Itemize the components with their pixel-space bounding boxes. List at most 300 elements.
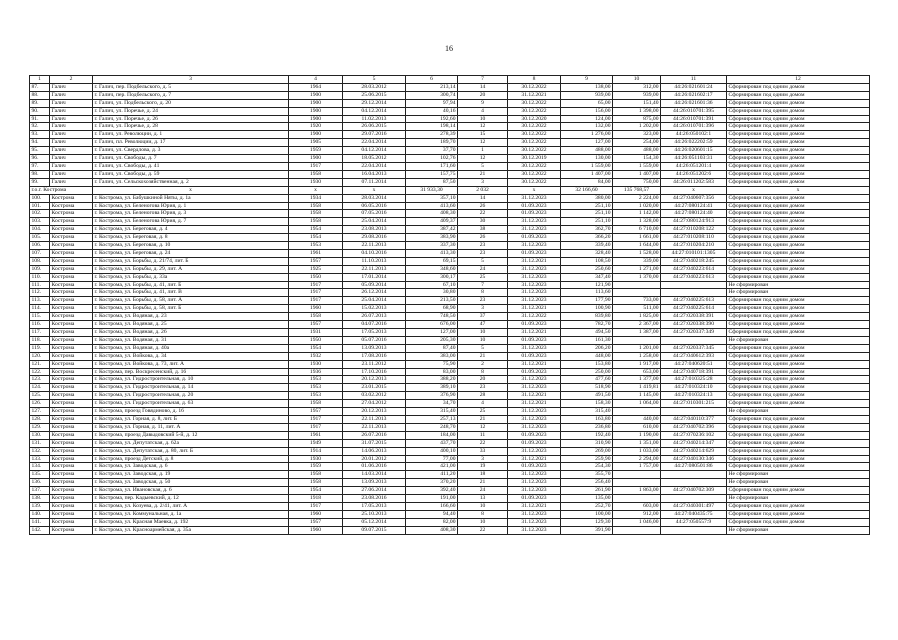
residents-count-cell: 22 — [458, 210, 508, 218]
plot-area-cell — [613, 289, 661, 297]
address-cell: г. Кострома, ул. Борьбы, д. 41, лит. В — [93, 289, 289, 297]
resettlement-deadline-cell: 31.12.2023 — [508, 273, 561, 281]
table-row — [30, 455, 870, 463]
survey-date-cell: 17.05.2013 — [343, 329, 406, 337]
cadastral-number-cell: 44:27:040225:613 — [661, 297, 727, 305]
municipality-cell: Кострома — [50, 360, 93, 368]
year-built-cell: 1925 — [289, 265, 343, 273]
year-built-cell: 1917 — [289, 162, 343, 170]
living-area-cell: 67,10 — [406, 281, 458, 289]
resettlement-deadline-cell: 31.12.2021 — [508, 455, 561, 463]
survey-date-cell: 13.09.2013 — [343, 344, 406, 352]
resettlement-deadline-cell: 31.12.2023 — [508, 479, 561, 487]
resettlement-deadline-cell: 31.12.2023 — [508, 218, 561, 226]
residents-count-cell: 4 — [458, 400, 508, 408]
address-cell: г. Кострома, пер. Кадыевский, д. 12 — [93, 495, 289, 503]
plot-area-cell: 1 559,00 — [613, 162, 661, 170]
municipality-cell: Кострома — [50, 352, 93, 360]
land-area-cell: 113,60 — [561, 289, 613, 297]
cadastral-number-cell: 44:27:020337:349 — [661, 329, 727, 337]
residents-count-cell: 13 — [458, 495, 508, 503]
table-row — [30, 91, 870, 99]
living-area-cell: 213,50 — [406, 297, 458, 305]
land-area-cell: 494,50 — [561, 329, 613, 337]
year-built-cell: 1953 — [289, 242, 343, 250]
address-cell: г. Кострома, ул. Войкова, д. 73, лит. А — [93, 360, 289, 368]
year-built-cell: 1960 — [289, 526, 343, 534]
municipality-cell: Кострома — [50, 439, 93, 447]
row-number-cell: 131. — [30, 439, 50, 447]
row-number-cell: 136. — [30, 479, 50, 487]
survey-date-cell: 20.12.2013 — [343, 376, 406, 384]
table-row — [30, 99, 870, 107]
land-status-cell: Сформирован под одним домом — [727, 139, 870, 147]
survey-date-cell: 27.04.2012 — [343, 400, 406, 408]
row-number-cell: 115. — [30, 313, 50, 321]
resettlement-deadline-cell: 31.12.2023 — [508, 194, 561, 202]
plot-area-cell: 1 351,00 — [613, 439, 661, 447]
survey-date-cell: 11.02.2013 — [343, 115, 406, 123]
living-area-cell: 376,90 — [406, 392, 458, 400]
cadastral-number-cell: 44:27:040225:614 — [661, 305, 727, 313]
survey-date-cell: 16.04.2013 — [343, 170, 406, 178]
living-area-cell: 87,50 — [406, 178, 458, 186]
municipality-cell: Галич — [50, 99, 93, 107]
resettlement-deadline-cell: 31.12.2021 — [508, 329, 561, 337]
land-status-cell: Сформирован под одним домом — [727, 487, 870, 495]
address-cell: г. Кострома, проезд Детский, д. 8 — [93, 455, 289, 463]
plot-area-cell — [613, 471, 661, 479]
survey-date-cell: 22.11.2013 — [343, 242, 406, 250]
row-number-cell: 98. — [30, 170, 50, 178]
plot-area-cell: 750,00 — [613, 178, 661, 186]
row-number-cell: 122. — [30, 368, 50, 376]
plot-area-cell: 1 419,81 — [613, 384, 661, 392]
table-row — [30, 218, 870, 226]
cadastral-number-cell: 44:27:040702:396 — [661, 423, 727, 431]
row-number-cell: 138. — [30, 495, 50, 503]
municipality-cell: Кострома — [50, 249, 93, 257]
land-status-cell: Сформирован под одним домом — [727, 313, 870, 321]
survey-date-cell: 26.06.2015 — [343, 123, 406, 131]
resettlement-deadline-cell: 31.12.2023 — [508, 447, 561, 455]
living-area-cell: 400,10 — [406, 447, 458, 455]
year-built-cell: 1900 — [289, 91, 343, 99]
address-cell: г. Кострома, ул. Гидростроительная, д. 20 — [93, 392, 289, 400]
residents-count-cell: 25 — [458, 273, 508, 281]
resettlement-deadline-cell: 31.12.2023 — [508, 226, 561, 234]
resettlement-deadline-cell: 31.12.2021 — [508, 257, 561, 265]
survey-date-cell: 29.08.2016 — [343, 234, 406, 242]
land-status-cell: Сформирован под одним домом — [727, 400, 870, 408]
resettlement-deadline-cell: 31.12.2023 — [508, 487, 561, 495]
year-built-cell: 1932 — [289, 352, 343, 360]
resettlement-deadline-cell: 01.09.2023 — [508, 249, 561, 257]
year-built-cell: 1918 — [289, 495, 343, 503]
year-built-cell: 1930 — [289, 455, 343, 463]
address-cell: г. Кострома, ул. Береговая, д. 10 — [93, 242, 289, 250]
cadastral-number-cell: 44:26:010701:391 — [661, 115, 727, 123]
living-area-cell: 392,40 — [406, 487, 458, 495]
subtotal-year-built: x — [289, 186, 343, 194]
survey-date-cell: 04.12.2014 — [343, 107, 406, 115]
residents-count-cell: 10 — [458, 518, 508, 526]
year-built-cell: 1900 — [289, 115, 343, 123]
municipality-cell: Кострома — [50, 518, 93, 526]
row-number-cell: 110. — [30, 273, 50, 281]
resettlement-deadline-cell: 30.12.2020 — [508, 115, 561, 123]
table-row — [30, 344, 870, 352]
year-built-cell: 1960 — [289, 305, 343, 313]
municipality-cell: Кострома — [50, 202, 93, 210]
table-row — [30, 526, 870, 534]
residents-count-cell: 47 — [458, 321, 508, 329]
residents-count-cell: 28 — [458, 392, 508, 400]
municipality-cell: Галич — [50, 91, 93, 99]
plot-area-cell: 875,00 — [613, 115, 661, 123]
living-area-cell: 278,39 — [406, 131, 458, 139]
cadastral-number-cell: 44:27:040718:391 — [661, 368, 727, 376]
resettlement-deadline-cell: 31.12.2023 — [508, 408, 561, 416]
address-cell: г. Кострома, ул. Ивановская, д. 6 — [93, 487, 289, 495]
survey-date-cell: 26.12.2014 — [343, 289, 406, 297]
survey-date-cell: 04.07.2016 — [343, 321, 406, 329]
municipality-cell: Кострома — [50, 257, 93, 265]
address-cell: г. Кострома, проезд Давыдовский 5-й, д. 12 — [93, 431, 289, 439]
residents-count-cell: 23 — [458, 384, 508, 392]
living-area-cell: 300,74 — [406, 91, 458, 99]
plot-area-cell — [613, 479, 661, 487]
table-row — [30, 313, 870, 321]
year-built-cell: 1917 — [289, 423, 343, 431]
table-row — [30, 210, 870, 218]
municipality-cell: Кострома — [50, 368, 93, 376]
land-area-cell: 251,10 — [561, 210, 613, 218]
plot-area-cell: 939,00 — [613, 91, 661, 99]
residents-count-cell: 12 — [458, 139, 508, 147]
address-cell: г. Галич, ул. Поречье, д. 26 — [93, 115, 289, 123]
municipality-cell: Кострома — [50, 400, 93, 408]
column-number: 3 — [93, 76, 289, 84]
plot-area-cell: 1 046,00 — [613, 518, 661, 526]
table-row — [30, 336, 870, 344]
resettlement-deadline-cell: 30.12.2019 — [508, 155, 561, 163]
resettlement-deadline-cell: 31.12.2023 — [508, 384, 561, 392]
residents-count-cell: 37 — [458, 313, 508, 321]
land-area-cell: 328,40 — [561, 249, 613, 257]
land-area-cell: 261,90 — [561, 487, 613, 495]
residents-count-cell: 1 — [458, 147, 508, 155]
plot-area-cell: 154,30 — [613, 155, 661, 163]
cadastral-number-cell: 44:27:040110:377 — [661, 415, 727, 423]
row-number-cell: 104. — [30, 226, 50, 234]
land-status-cell: Сформирован под одним домом — [727, 249, 870, 257]
resettlement-deadline-cell: 31.12.2021 — [508, 91, 561, 99]
plot-area-cell: 603,00 — [613, 502, 661, 510]
living-area-cell: 37,70 — [406, 147, 458, 155]
address-cell: г. Кострома, ул. Береговая, д. 24 — [93, 249, 289, 257]
cadastral-number-cell: 44:26:021601:36 — [661, 99, 727, 107]
cadastral-number-cell: 44:26:021602:17 — [661, 91, 727, 99]
row-number-cell: 135. — [30, 471, 50, 479]
address-cell: г. Галич, ул. Сельскохозяйственная, д. 2 — [93, 178, 289, 186]
row-number-cell: 118. — [30, 336, 50, 344]
survey-date-cell: 05.12.2014 — [343, 518, 406, 526]
residents-count-cell: 8 — [458, 368, 508, 376]
municipality-cell: Кострома — [50, 376, 93, 384]
table-row — [30, 202, 870, 210]
land-area-cell: 259,90 — [561, 455, 613, 463]
municipality-cell: Кострома — [50, 281, 93, 289]
year-built-cell: 1905 — [289, 139, 343, 147]
living-area-cell: 77,00 — [406, 455, 458, 463]
row-number-cell: 111. — [30, 281, 50, 289]
land-status-cell: Сформирован под одним домом — [727, 423, 870, 431]
table-row — [30, 139, 870, 147]
residents-count-cell: 33 — [458, 447, 508, 455]
resettlement-deadline-cell: 30.12.2022 — [508, 162, 561, 170]
living-area-cell: 157,75 — [406, 170, 458, 178]
plot-area-cell: 1 020,00 — [613, 202, 661, 210]
land-area-cell: 366,20 — [561, 234, 613, 242]
living-area-cell: 421,00 — [406, 463, 458, 471]
land-status-cell: Сформирован под одним домом — [727, 297, 870, 305]
row-number-cell: 132. — [30, 447, 50, 455]
resettlement-deadline-cell: 01.09.2023 — [508, 234, 561, 242]
row-number-cell: 89. — [30, 99, 50, 107]
municipality-cell: Кострома — [50, 463, 93, 471]
year-built-cell: 1954 — [289, 487, 343, 495]
address-cell: г. Галич, ул. Свободы, д. 59 — [93, 170, 289, 178]
land-status-cell: Сформирован под одним домом — [727, 131, 870, 139]
resettlement-deadline-cell: 01.09.2023 — [508, 495, 561, 503]
address-cell: г. Кострома, ул. Водяная, д. 31 — [93, 336, 289, 344]
land-area-cell: 347,40 — [561, 273, 613, 281]
living-area-cell: 68,90 — [406, 305, 458, 313]
plot-area-cell: 733,00 — [613, 297, 661, 305]
land-area-cell: 1 559,00 — [561, 162, 613, 170]
address-cell: г. Кострома, ул. Депутатская, д. 80, лит. Б — [93, 447, 289, 455]
residents-count-cell: 24 — [458, 265, 508, 273]
column-number: 11 — [661, 76, 727, 84]
address-cell: г. Кострома, ул. Водяная, д. 23 — [93, 313, 289, 321]
land-area-cell: 161,30 — [561, 336, 613, 344]
living-area-cell: 189,70 — [406, 139, 458, 147]
land-area-cell: 252,70 — [561, 502, 613, 510]
residents-count-cell: 21 — [458, 479, 508, 487]
survey-date-cell: 05.07.2016 — [343, 336, 406, 344]
living-area-cell: 408,30 — [406, 526, 458, 534]
resettlement-deadline-cell: 30.12.2022 — [508, 107, 561, 115]
municipality-cell: Кострома — [50, 273, 93, 281]
land-area-cell: 355,70 — [561, 471, 613, 479]
row-number-cell: 105. — [30, 234, 50, 242]
survey-date-cell: 13.09.2013 — [343, 479, 406, 487]
address-cell: г. Кострома, ул. Борьбы, д. 58, лит. Б — [93, 305, 289, 313]
cadastral-number-cell: 44:27:010101:1305 — [661, 249, 727, 257]
plot-area-cell — [613, 495, 661, 503]
living-area-cell: 413,30 — [406, 249, 458, 257]
plot-area-cell: 2 294,00 — [613, 455, 661, 463]
table-row — [30, 115, 870, 123]
cadastral-number-cell — [661, 479, 727, 487]
living-area-cell: 748,50 — [406, 313, 458, 321]
year-built-cell: 1960 — [289, 510, 343, 518]
municipality-cell: Кострома — [50, 218, 93, 226]
address-cell: г. Кострома, ул. Козуева, д. 2/41, лит. А — [93, 502, 289, 510]
living-area-cell: 337,30 — [406, 242, 458, 250]
cadastral-number-cell: 44:27:020338:390 — [661, 321, 727, 329]
residents-count-cell: 21 — [458, 352, 508, 360]
table-row — [30, 392, 870, 400]
row-number-cell: 93. — [30, 131, 50, 139]
table-row — [30, 155, 870, 163]
row-number-cell: 141. — [30, 518, 50, 526]
land-status-cell: Не сформирован — [727, 289, 870, 297]
municipality-cell: Галич — [50, 178, 93, 186]
land-area-cell: 1 407,00 — [561, 170, 613, 178]
land-status-cell: Сформирован под одним домом — [727, 155, 870, 163]
land-area-cell: 108,50 — [561, 257, 613, 265]
land-status-cell: Сформирован под одним домом — [727, 202, 870, 210]
land-area-cell: 339,40 — [561, 242, 613, 250]
year-built-cell: 1900 — [289, 155, 343, 163]
cadastral-number-cell: 44:27:040214:347 — [661, 439, 727, 447]
land-area-cell: 153,80 — [561, 360, 613, 368]
year-built-cell: 1917 — [289, 502, 343, 510]
row-number-cell: 112. — [30, 289, 50, 297]
survey-date-cell: 27.06.2014 — [343, 487, 406, 495]
land-status-cell: Сформирован под одним домом — [727, 463, 870, 471]
municipality-cell: Кострома — [50, 384, 93, 392]
column-number: 7 — [458, 76, 508, 84]
cadastral-number-cell: 44:26:020601:15 — [661, 147, 727, 155]
subtotal-survey-date: x — [343, 186, 406, 194]
table-row — [30, 305, 870, 313]
cadastral-number-cell: 44:27:040223:614 — [661, 265, 727, 273]
table-row — [30, 471, 870, 479]
land-area-cell: 158,30 — [561, 400, 613, 408]
row-number-cell: 102. — [30, 210, 50, 218]
residents-count-cell: 15 — [458, 131, 508, 139]
table-row — [30, 178, 870, 186]
year-built-cell: 1900 — [289, 131, 343, 139]
residents-count-cell: 22 — [458, 439, 508, 447]
residents-count-cell: 14 — [458, 83, 508, 91]
survey-date-cell: 23.01.2015 — [343, 384, 406, 392]
cadastral-number-cell: 44:26:022202:59 — [661, 139, 727, 147]
address-cell: г. Кострома, ул. Гидростроительная, д. 63 — [93, 400, 289, 408]
resettlement-deadline-cell: 01.09.2023 — [508, 321, 561, 329]
municipality-cell: Галич — [50, 131, 93, 139]
residents-count-cell: 11 — [458, 431, 508, 439]
municipality-cell: Кострома — [50, 487, 93, 495]
table-row — [30, 249, 870, 257]
table-row — [30, 321, 870, 329]
plot-area-cell: 151,40 — [613, 99, 661, 107]
address-cell: г. Кострома, проезд Говядиново, д. 16 — [93, 408, 289, 416]
address-cell: г. Кострома, ул. Горная, д. 8, лит. Б — [93, 415, 289, 423]
resettlement-deadline-cell: 31.12.2021 — [508, 400, 561, 408]
residents-count-cell: 5 — [458, 257, 508, 265]
plot-area-cell: 912,00 — [613, 510, 661, 518]
land-status-cell: Сформирован под одним домом — [727, 368, 870, 376]
address-cell: г. Кострома, ул. Беленогова Юрия, д. 7 — [93, 218, 289, 226]
table-row — [30, 463, 870, 471]
address-cell: г. Кострома, ул. Водяная, д. 25 — [93, 321, 289, 329]
living-area-cell: 248,70 — [406, 423, 458, 431]
address-cell: г. Кострома, ул. Коммунальная, д. 1а — [93, 510, 289, 518]
cadastral-number-cell — [661, 471, 727, 479]
row-number-cell: 87. — [30, 83, 50, 91]
subtotal-label: г.о.г. Кострома — [30, 186, 93, 194]
survey-date-cell: 22.04.2014 — [343, 162, 406, 170]
cadastral-number-cell — [661, 289, 727, 297]
address-cell: г. Галич, ул. Подбельского, д. 20 — [93, 99, 289, 107]
table-row — [30, 131, 870, 139]
subtotal-address: x — [93, 186, 289, 194]
table-row — [30, 384, 870, 392]
cadastral-number-cell: 44:27:040612:393 — [661, 352, 727, 360]
living-area-cell: 69,15 — [406, 257, 458, 265]
resettlement-deadline-cell: 31.12.2021 — [508, 502, 561, 510]
cadastral-number-cell: 44:27:040130:346 — [661, 455, 727, 463]
land-status-cell: Сформирован под одним домом — [727, 218, 870, 226]
year-built-cell: 1936 — [289, 368, 343, 376]
land-area-cell: 250,60 — [561, 265, 613, 273]
survey-date-cell: 09.07.2015 — [343, 526, 406, 534]
cadastral-number-cell: 44:26:051103:31 — [661, 155, 727, 163]
residents-count-cell: 3 — [458, 455, 508, 463]
address-cell: г. Галич, ул. Поречье, д. 28 — [93, 123, 289, 131]
plot-area-cell: 6 710,00 — [613, 226, 661, 234]
year-built-cell: 1958 — [289, 471, 343, 479]
land-status-cell: Сформирован под одним домом — [727, 265, 870, 273]
row-number-cell: 109. — [30, 265, 50, 273]
plot-area-cell: 312,00 — [613, 83, 661, 91]
plot-area-cell: 653,00 — [613, 368, 661, 376]
subtotal-row — [30, 186, 870, 194]
land-area-cell: 163,80 — [561, 415, 613, 423]
resettlement-deadline-cell: 31.12.2023 — [508, 242, 561, 250]
resettlement-deadline-cell: 30.12.2022 — [508, 147, 561, 155]
land-area-cell: 84,00 — [561, 178, 613, 186]
plot-area-cell — [613, 281, 661, 289]
resettlement-deadline-cell: 31.12.2023 — [508, 297, 561, 305]
survey-date-cell: 07.11.2014 — [343, 178, 406, 186]
year-built-cell: 1958 — [289, 210, 343, 218]
land-status-cell: Сформирован под одним домом — [727, 83, 870, 91]
year-built-cell: 1964 — [289, 83, 343, 91]
living-area-cell: 411,20 — [406, 471, 458, 479]
municipality-cell: Кострома — [50, 408, 93, 416]
year-built-cell: 1920 — [289, 123, 343, 131]
living-area-cell: 370,20 — [406, 479, 458, 487]
resettlement-deadline-cell: 30.12.2022 — [508, 99, 561, 107]
year-built-cell: 1958 — [289, 202, 343, 210]
address-cell: г. Галич, ул. Свободы, д. 41 — [93, 162, 289, 170]
table-row — [30, 479, 870, 487]
plot-area-cell: 1 370,00 — [613, 273, 661, 281]
table-row — [30, 289, 870, 297]
plot-area-cell: 511,00 — [613, 305, 661, 313]
address-cell: г. Кострома, ул. Заводская, д. 50 — [93, 479, 289, 487]
living-area-cell: 97,94 — [406, 99, 458, 107]
plot-area-cell: 1 328,00 — [613, 218, 661, 226]
table-row — [30, 257, 870, 265]
resettlement-deadline-cell: 31.12.2023 — [508, 289, 561, 297]
table-row — [30, 194, 870, 202]
